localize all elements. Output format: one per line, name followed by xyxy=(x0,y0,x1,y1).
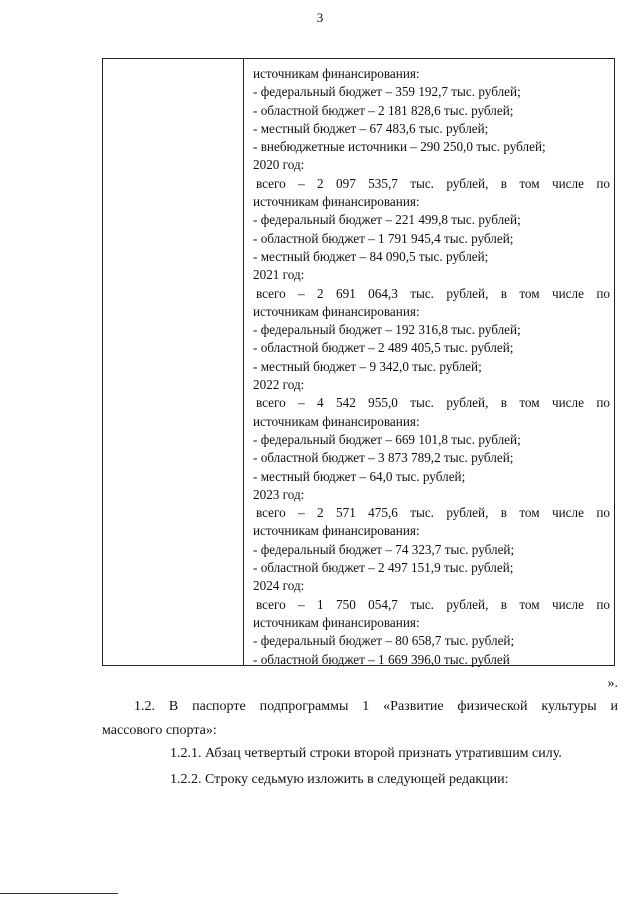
table-line: всего – 2 097 535,7 тыс. рублей, в том числе по xyxy=(256,175,610,191)
table-line: источникам финансирования: xyxy=(253,614,420,630)
table-line: - областной бюджет – 1 669 396,0 тыс. рублей xyxy=(253,651,510,667)
table-line: источникам финансирования: xyxy=(253,66,420,81)
table-line: источникам финансирования: xyxy=(253,523,420,539)
table-label-cell xyxy=(103,59,244,665)
table-line: - областной бюджет – 2 181 828,6 тыс. рублей; xyxy=(253,102,514,118)
table-line: всего – 1 750 054,7 тыс. рублей, в том числе по xyxy=(256,596,610,612)
table-line: - федеральный бюджет – 359 192,7 тыс. рублей; xyxy=(253,84,521,100)
paragraph-1-2-1: 1.2.1. Абзац четвертый строки второй признать утратившим силу. xyxy=(170,746,562,761)
footnote-rule xyxy=(0,893,118,894)
table-line: - внебюджетные источники – 290 250,0 тыс. рублей; xyxy=(253,139,546,155)
table-line: - федеральный бюджет – 74 323,7 тыс. рублей; xyxy=(253,541,515,557)
table-line: - местный бюджет – 67 483,6 тыс. рублей; xyxy=(253,120,489,136)
table-line: всего – 2 571 475,6 тыс. рублей, в том числе по xyxy=(256,505,610,521)
closing-quote: ». xyxy=(607,676,618,691)
passport-table xyxy=(102,58,615,666)
table-line: - местный бюджет – 9 342,0 тыс. рублей; xyxy=(253,358,482,374)
table-line: источникам финансирования: xyxy=(253,413,420,429)
page-number: 3 xyxy=(316,10,324,25)
table-line: 2020 год: xyxy=(253,157,305,173)
table-line: - федеральный бюджет – 669 101,8 тыс. рублей; xyxy=(253,431,521,447)
table-line: - местный бюджет – 64,0 тыс. рублей; xyxy=(253,468,466,484)
paragraph-1-2-2: 1.2.2. Строку седьмую изложить в следующей редакции: xyxy=(170,772,509,787)
table-line: - федеральный бюджет – 221 499,8 тыс. рублей; xyxy=(253,212,521,228)
table-line: всего – 4 542 955,0 тыс. рублей, в том числе по xyxy=(256,395,610,411)
table-line: 2023 год: xyxy=(253,486,305,502)
table-line: - областной бюджет – 2 497 151,9 тыс. рублей; xyxy=(253,560,514,576)
table-line: - федеральный бюджет – 192 316,8 тыс. рублей; xyxy=(253,322,521,338)
table-line: источникам финансирования: xyxy=(253,303,420,319)
table-line: - областной бюджет – 1 791 945,4 тыс. рублей; xyxy=(253,230,514,246)
table-line: источникам финансирования: xyxy=(253,194,420,210)
paragraph-1-2-continued: массового спорта»: xyxy=(102,723,217,738)
table-line: 2024 год: xyxy=(253,578,305,594)
table-line: 2021 год: xyxy=(253,267,305,283)
paragraph-1-2: 1.2. В паспорте подпрограммы 1 «Развитие физической культуры и xyxy=(134,699,618,714)
table-line: - областной бюджет – 3 873 789,2 тыс. рублей; xyxy=(253,450,514,466)
table-line: 2022 год: xyxy=(253,377,305,393)
table-line: - областной бюджет – 2 489 405,5 тыс. рублей; xyxy=(253,340,514,356)
table-line: всего – 2 691 064,3 тыс. рублей, в том числе по xyxy=(256,285,610,301)
table-line: - федеральный бюджет – 80 658,7 тыс. рублей; xyxy=(253,633,515,649)
table-line: - местный бюджет – 84 090,5 тыс. рублей; xyxy=(253,248,489,264)
table-value-cell xyxy=(244,65,610,669)
